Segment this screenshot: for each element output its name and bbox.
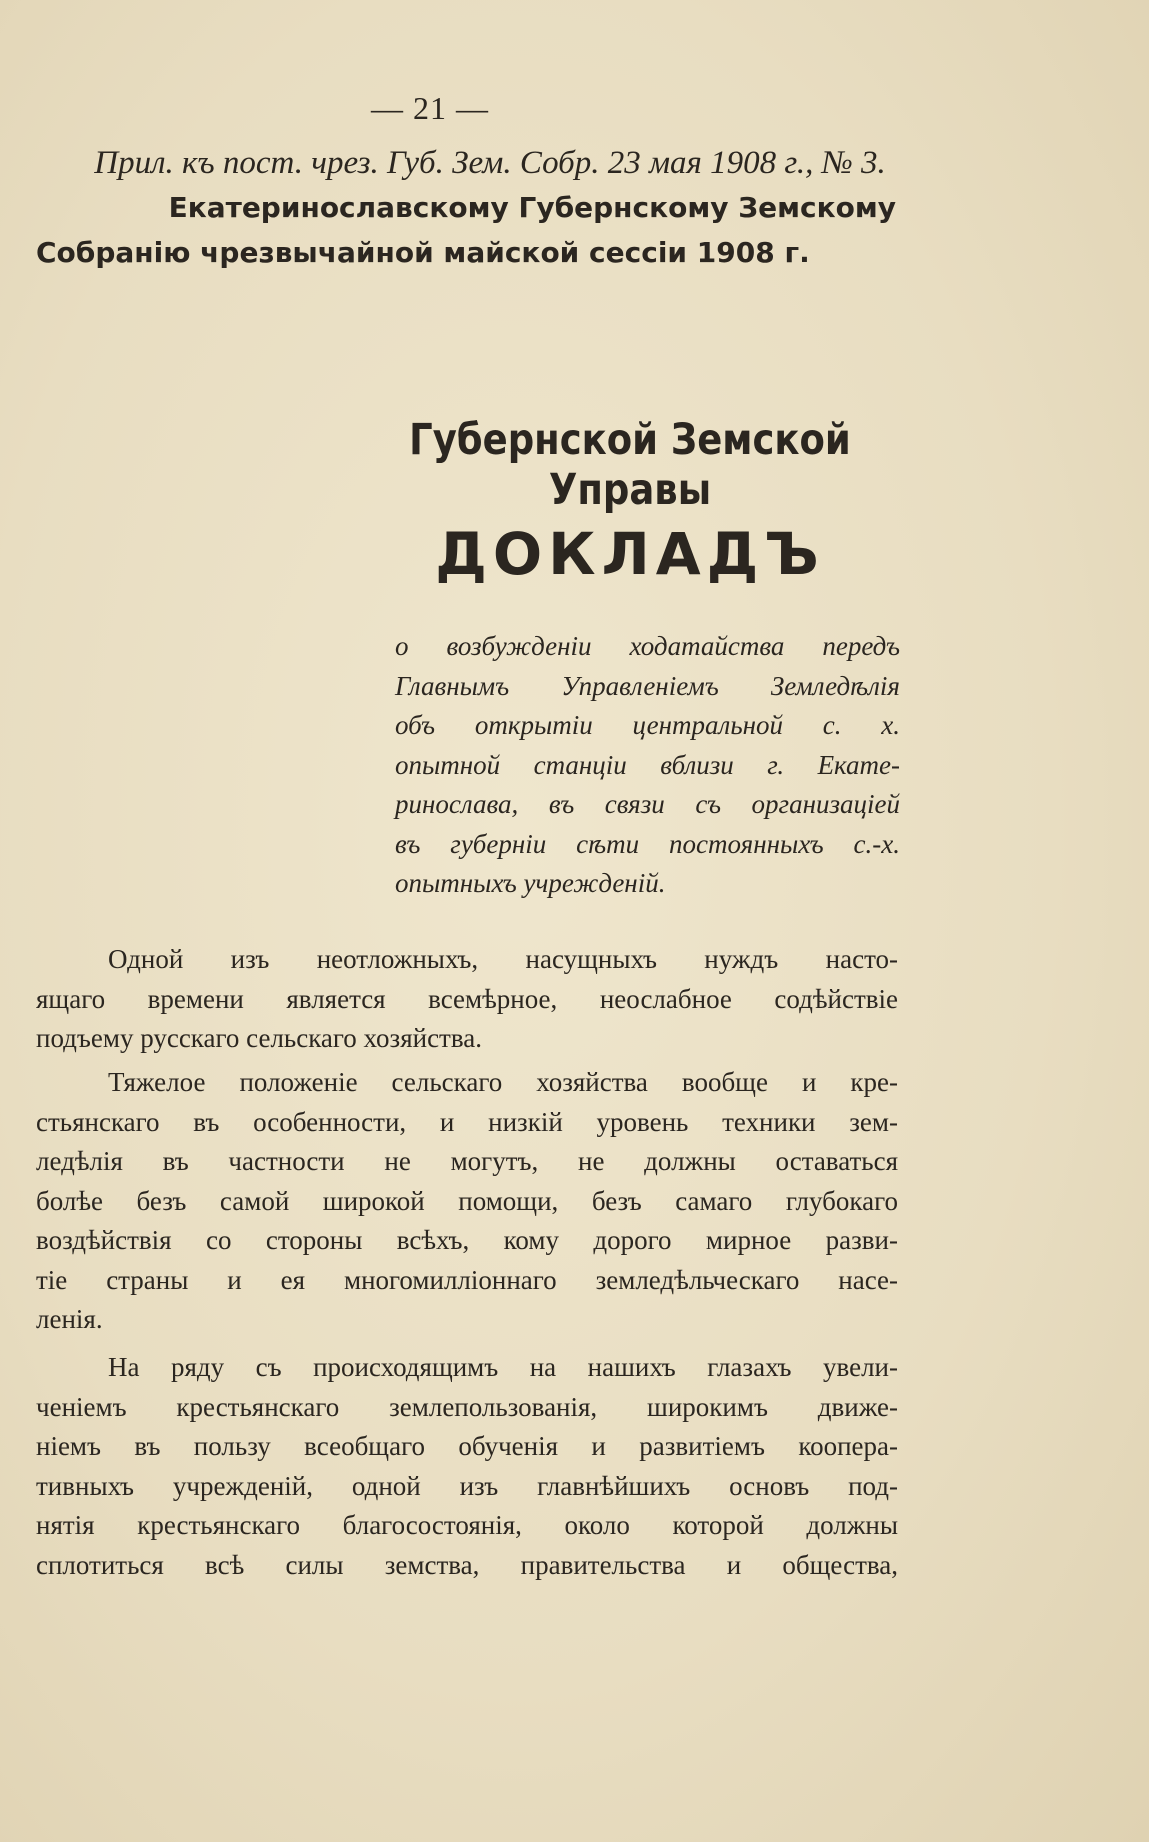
subject-line: опытныхъ учрежденій.: [395, 868, 666, 898]
subject-line: въ губерніи сѣти постоянныхъ с.-х.: [395, 828, 900, 859]
text-line: ніемъ въ пользу всеобщаго обученія и развитіемъ коопера-: [36, 1431, 898, 1461]
subject-line: ринослава, въ связи съ организаціей: [395, 789, 900, 819]
addressee-block: [36, 185, 896, 275]
addressee-line-1: Екатеринославскому Губернскому Земскому: [168, 191, 896, 224]
text-line: На ряду съ происходящимъ на нашихъ глазахъ увели-: [108, 1352, 898, 1382]
subject-line: опытной станціи вблизи г. Екате-: [395, 749, 900, 780]
text-line: ледѣлія въ частности не могутъ, не должны оставаться: [36, 1146, 898, 1176]
text-line: ящаго времени является всемѣрное, неослабное содѣйствіе: [36, 983, 898, 1014]
subject-line: о возбужденіи ходатайства передъ: [395, 631, 900, 661]
addressee-line-2: Собранію чрезвычайной майской сессіи 1908 г.: [36, 236, 810, 269]
text-line: тивныхъ учрежденій, одной изъ главнѣйшихъ основъ под-: [36, 1470, 898, 1501]
text-line: стьянскаго въ особенности, и низкій уровень техники зем-: [36, 1106, 898, 1137]
paragraph-2: [36, 1063, 898, 1340]
text-line: нятія крестьянскаго благосостоянія, около которой должны: [36, 1510, 898, 1540]
subject-line: Главнымъ Управленіемъ Земледѣлія: [395, 670, 900, 701]
text-line: Одной изъ неотложныхъ, насущныхъ нуждъ насто-: [108, 944, 898, 974]
text-line: болѣе безъ самой широкой помощи, безъ самаго глубокаго: [36, 1185, 898, 1216]
text-line: ленія.: [36, 1304, 103, 1334]
attachment-note: Прил. къ пост. чрез. Губ. Зем. Собр. 23 мая 1908 г., № 3.: [94, 145, 886, 181]
text-line: Тяжелое положеніе сельскаго хозяйства вообще и кре-: [108, 1067, 898, 1097]
text-line: ченіемъ крестьянскаго землепользованія, широкимъ движе-: [36, 1391, 898, 1422]
text-line: подъему русскаго сельскаго хозяйства.: [36, 1023, 482, 1053]
document-title: ДОКЛАДЪ: [435, 520, 825, 588]
paragraph-3: [36, 1348, 898, 1585]
issuer-heading: Губернской Земской Управы: [409, 415, 851, 515]
report-subject: [395, 627, 900, 904]
text-line: воздѣйствія со стороны всѣхъ, кому дорого мирное разви-: [36, 1225, 898, 1255]
subject-line: объ открытіи центральной с. х.: [395, 710, 900, 740]
page-number: — 21 —: [371, 90, 489, 126]
paragraph-1: [36, 940, 898, 1059]
text-line: сплотиться всѣ силы земства, правительства и общества,: [36, 1549, 898, 1580]
text-line: тіе страны и ея многомилліоннаго земледѣльческаго насе-: [36, 1264, 898, 1295]
